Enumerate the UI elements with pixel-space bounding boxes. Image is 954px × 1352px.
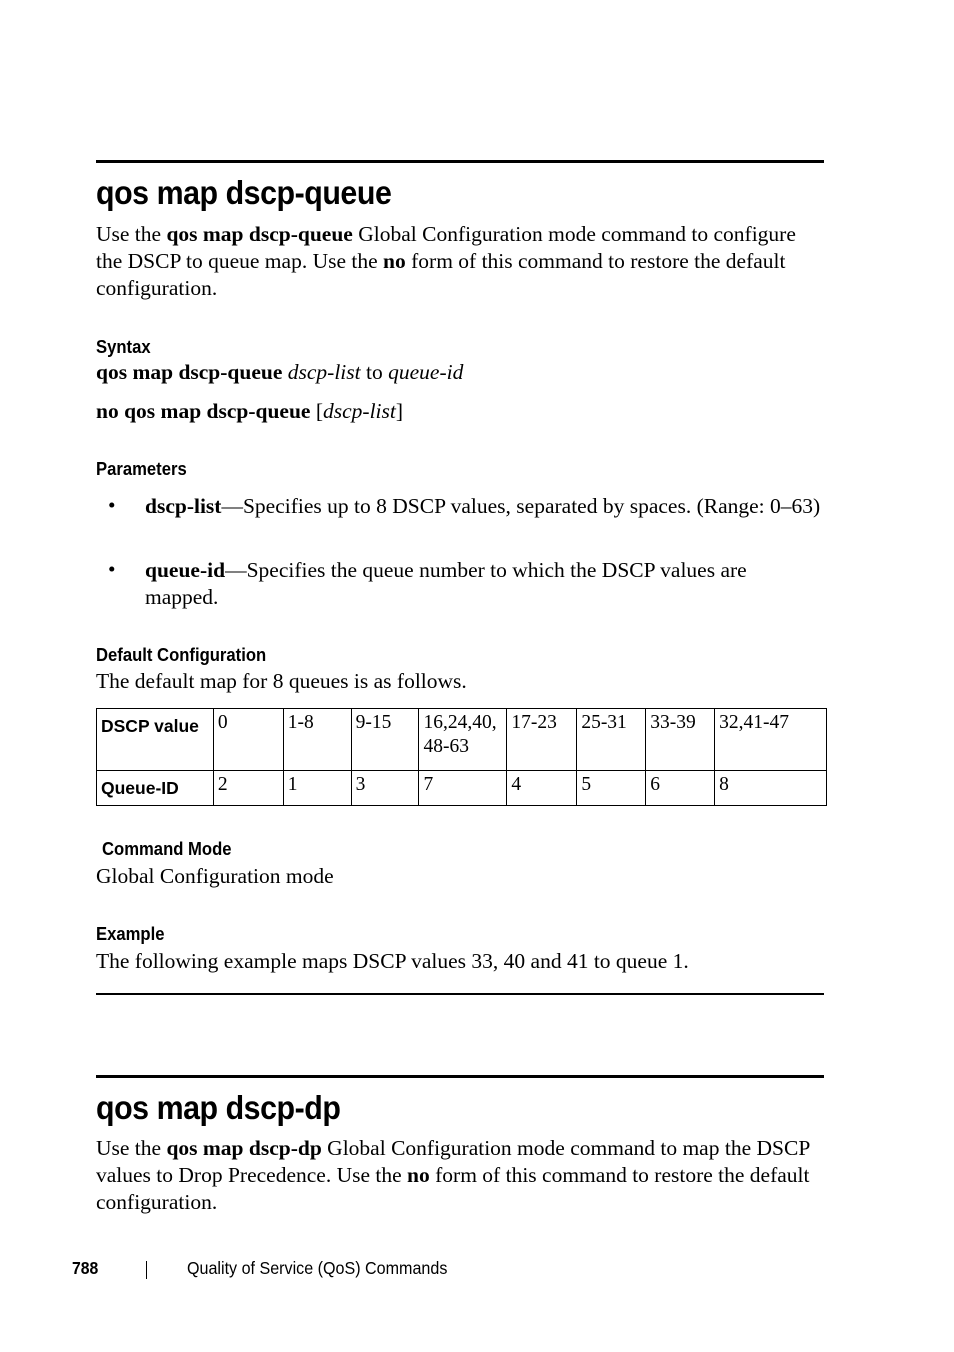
- example-text: The following example maps DSCP values 33, 40 and 41 to queue 1.: [96, 949, 689, 973]
- chapter-title: Quality of Service (QoS) Commands: [187, 1258, 448, 1278]
- table-cell: 4: [507, 771, 577, 806]
- no-keyword: no: [383, 249, 406, 273]
- command-mode-heading: Command Mode: [102, 838, 232, 859]
- row-header-dscp-value: DSCP value: [97, 709, 214, 771]
- dscp-queue-map-table: [96, 708, 827, 806]
- table-cell: 1-8: [283, 709, 351, 771]
- table-cell: 7: [419, 771, 507, 806]
- bullet-marker: •: [108, 557, 116, 581]
- page-number: 788: [72, 1258, 99, 1278]
- table-cell: 0: [213, 709, 283, 771]
- parameter-item-dscp-list: dscp-list—Specifies up to 8 DSCP values, separated by spaces. (Range: 0–63): [145, 494, 821, 518]
- example-heading: Example: [96, 923, 165, 944]
- syntax-line-2: no qos map dscp-queue [dscp-list]: [96, 399, 404, 423]
- table-cell: 25-31: [577, 709, 646, 771]
- syntax-line-1: qos map dscp-queue dscp-list to queue-id: [96, 360, 464, 384]
- no-keyword: no: [407, 1163, 430, 1187]
- table-cell: 3: [351, 771, 419, 806]
- table-cell: 8: [715, 771, 827, 806]
- parameter-item-queue-id: queue-id—Specifies the queue number to which the DSCP values are mapped.: [145, 558, 747, 609]
- section-top-rule: [96, 160, 824, 163]
- command-name: qos map dscp-dp: [166, 1136, 322, 1160]
- intro-paragraph-dscp-dp: Use the qos map dscp-dp Global Configuration mode command to map the DSCP values to Drop Precedence. Use the no form of this command to restore the default configuration.: [96, 1136, 810, 1214]
- default-configuration-text: The default map for 8 queues is as follows.: [96, 669, 467, 693]
- table-cell: 17-23: [507, 709, 577, 771]
- table-cell: 16,24,40, 48-63: [419, 709, 507, 771]
- table-cell: 32,41-47: [715, 709, 827, 771]
- row-header-queue-id: Queue-ID: [97, 771, 214, 806]
- table-row-queue-id: [97, 771, 827, 806]
- table-cell: 5: [577, 771, 646, 806]
- section-bottom-rule: [96, 993, 824, 995]
- table-cell: 9-15: [351, 709, 419, 771]
- parameters-heading: Parameters: [96, 458, 187, 479]
- table-cell: 33-39: [646, 709, 715, 771]
- section-title-dscp-dp: qos map dscp-dp: [96, 1089, 341, 1126]
- section-top-rule: [96, 1075, 824, 1078]
- table-cell: 1: [283, 771, 351, 806]
- syntax-heading: Syntax: [96, 336, 151, 357]
- default-configuration-heading: Default Configuration: [96, 644, 267, 665]
- table-row-dscp-value: [97, 709, 827, 771]
- table-cell: 2: [213, 771, 283, 806]
- section-title-dscp-queue: qos map dscp-queue: [96, 174, 392, 211]
- table-cell: 6: [646, 771, 715, 806]
- bullet-marker: •: [108, 493, 116, 517]
- command-mode-text: Global Configuration mode: [96, 864, 334, 888]
- footer-separator: [146, 1261, 147, 1279]
- command-name: qos map dscp-queue: [166, 222, 353, 246]
- intro-paragraph-dscp-queue: Use the qos map dscp-queue Global Configuration mode command to configure the DSCP to queue map. Use the no form of this command to restore the default configuration.: [96, 222, 796, 300]
